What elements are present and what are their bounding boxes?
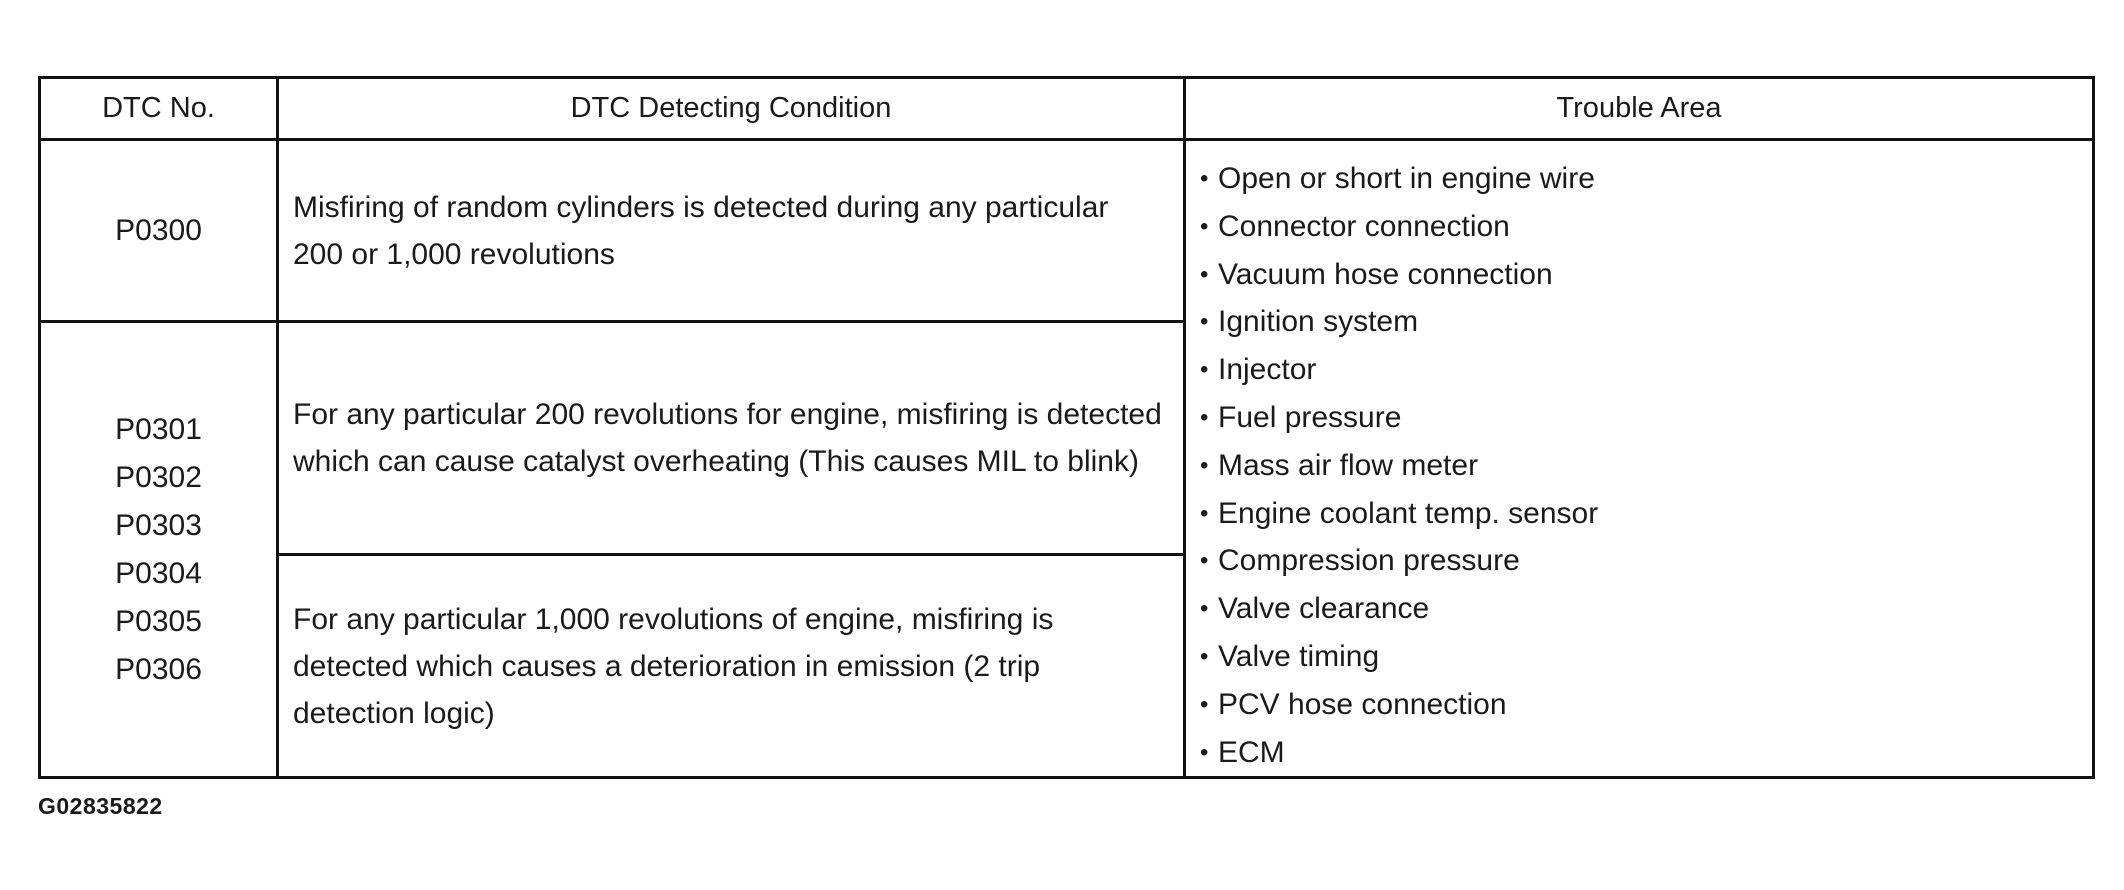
dtc-code-cell [40,140,278,322]
header-trouble-area: Trouble Area [1185,78,2094,140]
list-item [1200,490,2092,538]
condition-cell [278,322,1185,555]
dtc-code: P0301 [115,412,202,446]
trouble-area-item: Ignition system [1218,305,1419,339]
trouble-area-item: PCV hose connection [1218,687,1507,721]
trouble-area-cell [1185,140,2094,778]
dtc-code: P0306 [115,652,202,686]
bullet-icon: • [1200,403,1209,431]
list-item [1200,681,2092,729]
dtc-code: P0304 [115,556,202,590]
dtc-code: P0305 [115,604,202,638]
trouble-area-item: Connector connection [1218,209,1510,243]
list-item [1200,155,2092,203]
bullet-icon: • [1200,690,1209,718]
list-item [1200,394,2092,442]
trouble-area-item: Engine coolant temp. sensor [1218,496,1599,530]
trouble-area-item: Valve timing [1218,639,1380,673]
trouble-area-item: Open or short in engine wire [1218,162,1595,195]
list-item [1200,537,2092,585]
bullet-icon: • [1200,547,1209,575]
list-item [1200,203,2092,251]
trouble-area-item: Valve clearance [1218,592,1430,626]
table-row [40,140,2094,322]
trouble-area-item: Injector [1218,353,1317,387]
dtc-table [38,76,2095,779]
condition-cell [278,140,1185,322]
list-item [1200,298,2092,346]
list-item [1200,585,2092,633]
bullet-icon: • [1200,595,1209,623]
list-item [1200,251,2092,299]
bullet-icon: • [1200,260,1209,288]
bullet-icon: • [1200,642,1209,670]
condition-cell [278,555,1185,778]
dtc-code: P0303 [115,508,202,542]
bullet-icon: • [1200,308,1209,336]
trouble-area-list [1200,155,2092,776]
bullet-icon: • [1200,451,1209,479]
trouble-area-item: Mass air flow meter [1218,448,1479,482]
bullet-icon: • [1200,356,1209,384]
trouble-area-item: Compression pressure [1218,544,1520,578]
header-dtc-no: DTC No. [40,78,278,140]
dtc-code: P0302 [115,460,202,494]
bullet-icon: • [1200,738,1209,766]
trouble-area-item: Fuel pressure [1218,400,1402,434]
list-item [1200,633,2092,681]
trouble-area-item: ECM [1218,735,1285,769]
dtc-code-cell [40,322,278,778]
condition-text: Misfiring of random cylinders is detected during any particular 200 or 1,000 revolutions [293,190,1109,271]
figure-id: G02835822 [38,793,163,819]
header-detecting-condition: DTC Detecting Condition [278,78,1185,140]
list-item [1200,346,2092,394]
header-row [40,78,2094,140]
condition-text: For any particular 200 revolutions for engine, misfiring is detected which can cause catalyst overheating (This causes MIL to blink) [293,398,1162,479]
bullet-icon: • [1200,212,1209,240]
dtc-code: P0300 [115,213,202,247]
condition-text: For any particular 1,000 revolutions of engine, misfiring is detected which causes a deterioration in emission (2 trip detection logic) [293,602,1054,730]
bullet-icon: • [1200,499,1209,527]
bullet-icon: • [1200,165,1209,192]
list-item [1200,442,2092,490]
list-item [1200,729,2092,777]
trouble-area-item: Vacuum hose connection [1218,257,1553,291]
